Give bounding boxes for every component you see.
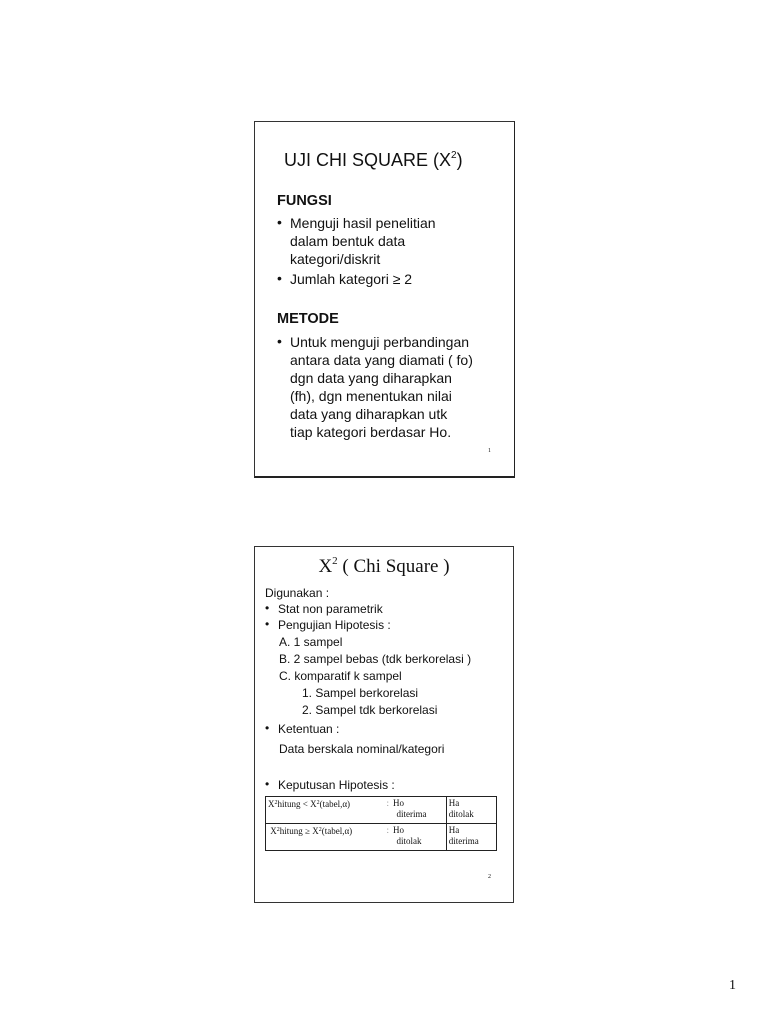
fungsi-heading: FUNGSI [277,193,332,209]
fungsi-bullet-1: Menguji hasil penelitian dalam bentuk data kategori/diskrit [290,215,436,267]
table-cell-condition: $X^2hitung$ ≥ $X^2(tabel,\alpha)$ [266,824,385,851]
hypothesis-decision-table [265,796,497,851]
bullet-stat-non-parametrik: Stat non parametrik [278,602,383,616]
table-cell-ha: Ha diterima [446,824,496,851]
slide-1 [254,121,515,478]
metode-heading: METODE [277,311,339,327]
bullet-dot-icon: • [265,617,270,631]
slide-2-number: 2 [488,874,491,880]
bullet-dot-icon: • [265,601,270,615]
table-cell-ho: : Ho ditolak [385,824,447,851]
fungsi-bullet-2: Jumlah kategori ≥ 2 [290,271,413,287]
metode-bullet: Untuk menguji perbandingan antara data yang diamati ( fo) dgn data yang diharapkan (fh), dgn menentukan nilai data yang diharapkan utk tiap kategori berdasar Ho. [290,334,473,440]
sub-item-a: A. 1 sampel [279,635,343,649]
slide-1-number: 1 [488,448,491,454]
sub-item-c1: 1. Sampel berkorelasi [302,686,419,700]
table-cell-ho: : Ho diterima [385,797,447,824]
bullet-dot-icon: • [277,214,282,230]
slide-2 [254,546,514,903]
sub-item-c2: 2. Sampel tdk berkorelasi [302,703,438,717]
table-cell-ha: Ha ditolak [446,797,496,824]
bullet-dot-icon: • [265,721,270,735]
bullet-ketentuan: Ketentuan : [278,722,340,736]
sub-item-c: C. komparatif k sampel [279,669,402,683]
slide-2-title: $X^2$ ( Chi Square ) [318,555,450,577]
ketentuan-text: Data berskala nominal/kategori [279,742,445,756]
table-row [266,824,497,851]
bullet-dot-icon: • [265,777,270,791]
bullet-dot-icon: • [277,333,282,349]
bullet-pengujian-hipotesis: Pengujian Hipotesis : [278,618,391,632]
table-row [266,797,497,824]
document-page-number: 1 [729,978,736,993]
digunakan-label: Digunakan : [265,586,330,600]
bullet-keputusan-hipotesis: Keputusan Hipotesis : [278,778,395,792]
table-cell-condition: $X^2hitung$ < $X^2(tabel,\alpha)$ [266,797,385,824]
sub-item-b: B. 2 sampel bebas (tdk berkorelasi ) [279,652,472,666]
bullet-dot-icon: • [277,270,282,286]
slide-1-title: UJI CHI SQUARE $(X^2)$ [284,150,463,170]
